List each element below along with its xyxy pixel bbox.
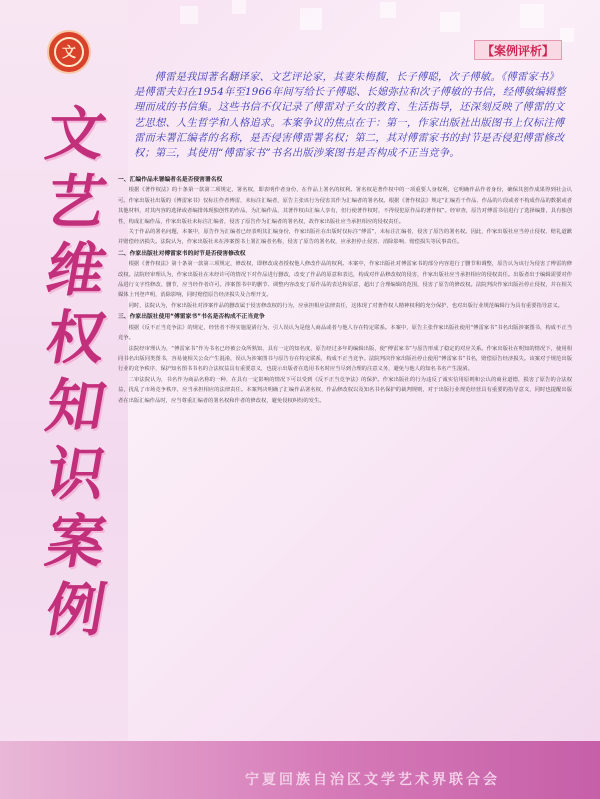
emblem-logo	[47, 30, 91, 74]
title-char: 文	[40, 100, 111, 168]
section-heading: 二、作家出版社对傅雷家书的封节是否侵害修改权	[118, 250, 246, 257]
body-paragraph: 根据《著作权法》的十条第一款第二项规定，署名权，即表明作者身份，在作品上署名的权利。署名权是著作权中的一项重要人身权利，它明确作品作者身份，确保其创作成果得到社会认可。作家出版社出版的《傅雷家书》仅标注作者傅雷，未标注汇编者，原告主张该行为侵害其作为汇编者的署名权。根据《著作权法》规定“汇编若干作品、作品的片段或者不构成作品的数据或者其他材料，对其内容的选择或者编排体现独创性的作品，为汇编作品，其著作权由汇编人享有，但行使著作权时，不得侵犯原作品的著作权”。经审查，原告对傅雷书信进行了选择编排，具有独创性，构成汇编作品，作家出版社未标注汇编者，侵害了原告作为汇编者的署名权，故作家出版社应当承担相应的侵权责任。	[118, 187, 572, 225]
decor-square	[380, 2, 396, 18]
vertical-title	[40, 100, 112, 644]
case-review-tag: 【案例评析】	[474, 40, 562, 60]
title-char: 艺	[40, 168, 111, 236]
article-body	[118, 174, 572, 730]
body-paragraph: 根据《反不正当竞争法》的规定，经营者不得实施混淆行为，引人误认为是他人商品或者与他人存在特定联系。本案中，原告主张作家出版社使用“傅雷家书”书名出版涉案图书，构成不正当竞争。	[118, 324, 572, 342]
title-char: 案	[40, 508, 111, 576]
decor-square	[520, 4, 544, 28]
intro-paragraph: 傅雷是我国著名翻译家、文艺评论家，其妻朱梅馥，长子傅聪，次子傅敏。《傅雷家书》是傅雷夫妇在1954年至1966年间写给长子傅聪、长媳弥拉和次子傅敏的书信，经傅敏编辑整理而成的书信集。这些书信不仅记录了傅雷对子女的教育、生活指导，还深刻反映了傅雷的文艺思想、人生哲学和人格追求。本案争议的焦点在于：第一，作家出版社出版图书上仅标注傅雷而未署汇编者的名称，是否侵害傅雷署名权；第二，其对傅雷家书的封节是否侵犯傅雷修改权；第三，其使用“傅雷家书”书名出版涉案图书是否构成不正当竞争。	[134, 71, 566, 160]
body-paragraph: 根据《著作权法》第十条第一款第三项规定，修改权，即修改或者授权他人修改作品的权利。本案中，作家出版社对傅雷家书的部分内容进行了删节和调整，原告认为该行为侵害了傅雷的修改权。法院经审理认为，作家出版社在未经许可的情况下对作品进行删改，改变了作品的原意和表达，构成对作品修改权的侵害，作家出版社应当承担相应的侵权责任。出版者出于编辑需要对作品进行文字性修改、删节，应当经作者许可。涉案图书中的删节、调整内容改变了原作品的表达和原意，超出了合理编辑的范围，侵害了原告的修改权。法院判决作家出版社停止侵权，并在相关媒体上刊登声明，消除影响，同时赔偿原告经济损失及合理开支。	[118, 261, 572, 299]
title-char: 识	[40, 440, 111, 508]
body-paragraph: 二审法院认为，书名作为商品名称的一种，在具有一定影响的情况下可以受到《反不正当竞争法》的保护。作家出版社的行为违反了诚实信用原则和公认的商业道德，损害了原告的合法权益，扰乱了市场竞争秩序，应当承担相应的法律责任。本案判决明确了汇编作品署名权、作品修改权以及知名书名保护的裁判规则，对于出版行业规范经营具有重要的指导意义，同时也提醒出版者在出版汇编作品时，应当尊重汇编者的署名权和作者的修改权，避免侵权纠纷的发生。	[118, 376, 572, 404]
title-char: 例	[40, 576, 111, 644]
section-heading: 三、作家出版社使用“傅雷家书”书名是否构成不正当竞争	[118, 314, 265, 321]
body-paragraph: 同时，法院认为，作家出版社对涉案作品的删改属于侵害修改权的行为，应承担相应法律责任，这体现了对著作权人精神权利的充分保护，也对出版行业规范编辑行为具有重要指导意义。	[128, 302, 563, 309]
decor-square	[232, 0, 246, 14]
logo-char: 文	[54, 37, 84, 67]
decor-square	[300, 8, 322, 30]
section-heading: 一、汇编作品未署编者名是否侵害署名权	[118, 177, 223, 183]
body-paragraph: 法院经审理认为，“傅雷家书”作为书名已经被公众所熟知，具有一定的知名度，原告经过多年的编辑出版，使“傅雷家书”与原告形成了稳定的对应关系。作家出版社在明知的情况下，使用相同书名出版同类图书，容易使相关公众产生混淆，误认为涉案图书与原告存在特定联系，构成不正当竞争。法院判决作家出版社停止使用“傅雷家书”书名，赔偿原告经济损失。该案对于规范出版行业的竞争秩序，保护知名图书书名的合法权益具有重要意义，也提示出版者在选用书名时应当尽到合理的注意义务，避免与他人的知名书名产生混淆。	[118, 345, 572, 373]
decor-square	[560, 28, 574, 42]
title-char: 维	[40, 236, 111, 304]
footer-organization: 宁夏回族自治区文学艺术界联合会	[245, 772, 500, 788]
body-paragraph: 关于作品的署名问题，本案中，原告作为汇编者已经表明其汇编身份，作家出版社在出版时仅标注“傅雷”，未标注汇编者，侵害了原告的署名权。因此，作家出版社应当停止侵权、赔礼道歉并赔偿经济损失。法院认为，作家出版社未在涉案图书上署汇编者名称，侵害了原告的署名权，应承担停止侵害、消除影响、赔偿损失等民事责任。	[118, 229, 572, 246]
title-char: 权	[40, 304, 111, 372]
title-char: 知	[40, 372, 111, 440]
decor-square	[440, 12, 460, 32]
decor-square	[180, 6, 198, 24]
